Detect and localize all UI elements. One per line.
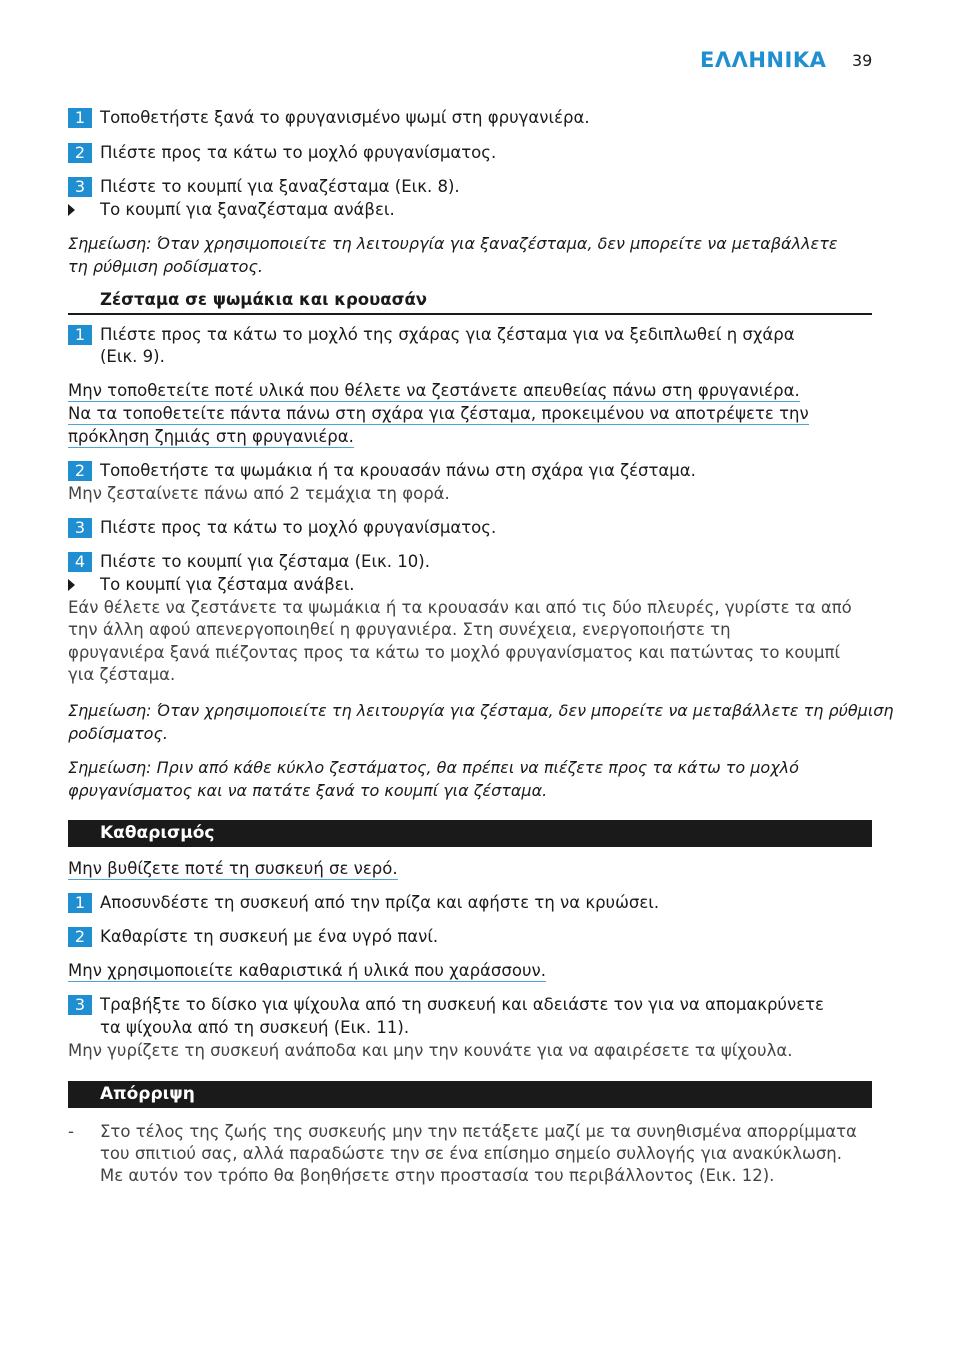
section-title: Ζέσταμα σε ψωμάκια και κρουασάν <box>100 290 428 309</box>
step-number: 3 <box>68 995 92 1015</box>
note-line: Σημείωση: Πριν από κάθε κύκλο ζεστάματος, θα πρέπει να πιέζετε προς τα κάτω το μοχλό <box>68 758 799 777</box>
step-number: 3 <box>68 518 92 538</box>
step-text: Πιέστε προς τα κάτω το μοχλό φρυγανίσματος. <box>100 143 497 162</box>
note-line: Σημείωση: Όταν χρησιμοποιείτε τη λειτουργία για ξαναζέσταμα, δεν μπορείτε να μεταβάλλετε <box>68 234 838 253</box>
step-number: 2 <box>68 461 92 481</box>
note-line: Σημείωση: Όταν χρησιμοποιείτε τη λειτουργία για ζέσταμα, δεν μπορείτε να μεταβάλλετε τη ρύθμιση <box>68 701 894 720</box>
warning-line <box>68 380 800 402</box>
step-subtext: Μην γυρίζετε τη συσκευή ανάποδα και μην την κουνάτε για να αφαιρέσετε τα ψίχουλα. <box>68 1041 793 1060</box>
step-text: Πιέστε το κουμπί για ξαναζέσταμα (Εικ. 8). <box>100 177 460 196</box>
bullet-line: Στο τέλος της ζωής της συσκευής μην την πετάξετε μαζί με τα συνηθισμένα απορρίμματα <box>100 1122 857 1141</box>
step-number: 2 <box>68 143 92 163</box>
note-line: ροδίσματος. <box>68 724 168 743</box>
warning-text: πρόκληση ζημιάς στη φρυγανιέρα. <box>68 427 354 446</box>
step-number: 1 <box>68 108 92 128</box>
step-number: 1 <box>68 325 92 345</box>
page-header <box>0 0 954 80</box>
result-arrow-icon <box>68 204 75 216</box>
paragraph-line: την άλλη αφού απενεργοποιηθεί η φρυγανιέρα. Στη συνέχεια, ενεργοποιήστε τη <box>68 620 731 639</box>
result-arrow-icon <box>68 579 75 591</box>
section-heading-cleaning <box>68 820 872 847</box>
step-text: Πιέστε το κουμπί για ζέσταμα (Εικ. 10). <box>100 552 430 571</box>
step-text: τα ψίχουλα από τη συσκευή (Εικ. 11). <box>100 1018 410 1037</box>
paragraph-line: φρυγανιέρα ξανά πιέζοντας προς τα κάτω το μοχλό φρυγανίσματος και πατώντας το κουμπί <box>68 643 841 662</box>
bullet-line: Με αυτόν τον τρόπο θα βοηθήσετε στην προστασία του περιβάλλοντος (Εικ. 12). <box>100 1166 775 1185</box>
step-text: Τοποθετήστε τα ψωμάκια ή τα κρουασάν πάνω στη σχάρα για ζέσταμα. <box>100 461 696 480</box>
paragraph-line: Εάν θέλετε να ζεστάνετε τα ψωμάκια ή τα κρουασάν και από τις δύο πλευρές, γυρίστε τα από <box>68 598 852 617</box>
step-number: 3 <box>68 177 92 197</box>
warning-text: Μην βυθίζετε ποτέ τη συσκευή σε νερό. <box>68 859 398 878</box>
step-text: Πιέστε προς τα κάτω το μοχλό της σχάρας για ζέσταμα για να ξεδιπλωθεί η σχάρα <box>100 325 795 344</box>
section-heading-disposal <box>68 1081 872 1108</box>
page-number: 39 <box>852 51 873 70</box>
bullet-dash: - <box>68 1122 74 1141</box>
note-line: φρυγανίσματος και να πατάτε ξανά το κουμπί για ζέσταμα. <box>68 781 548 800</box>
result-text: Το κουμπί για ζέσταμα ανάβει. <box>100 575 355 594</box>
step-text: Πιέστε προς τα κάτω το μοχλό φρυγανίσματος. <box>100 518 497 537</box>
step-number: 4 <box>68 552 92 572</box>
step-subtext: Μην ζεσταίνετε πάνω από 2 τεμάχια τη φορά. <box>68 484 450 503</box>
step-text: Τραβήξτε το δίσκο για ψίχουλα από τη συσκευή και αδειάστε τον για να απομακρύνετε <box>100 995 824 1014</box>
warning-text: Μην χρησιμοποιείτε καθαριστικά ή υλικά που χαράσσουν. <box>68 961 546 980</box>
section-heading-warm <box>68 289 872 315</box>
warning-line <box>68 960 546 982</box>
warning-line <box>68 403 809 425</box>
bullet-line: του σπιτιού σας, αλλά παραδώστε την σε ένα επίσημο σημείο συλλογής για ανακύκλωση. <box>100 1144 842 1163</box>
step-number: 1 <box>68 893 92 913</box>
warning-text: Να τα τοποθετείτε πάντα πάνω στη σχάρα για ζέσταμα, προκειμένου να αποτρέψετε την <box>68 404 809 423</box>
paragraph-line: για ζέσταμα. <box>68 665 176 684</box>
note-line: τη ρύθμιση ροδίσματος. <box>68 257 263 276</box>
section-title: Απόρριψη <box>100 1084 195 1104</box>
warning-text: Μην τοποθετείτε ποτέ υλικά που θέλετε να ζεστάνετε απευθείας πάνω στη φρυγανιέρα. <box>68 381 800 400</box>
step-text: Τοποθετήστε ξανά το φρυγανισμένο ψωμί στη φρυγανιέρα. <box>100 108 590 127</box>
warning-line <box>68 426 354 448</box>
step-text: (Εικ. 9). <box>100 347 165 366</box>
warning-line <box>68 858 398 880</box>
step-number: 2 <box>68 927 92 947</box>
step-text: Καθαρίστε τη συσκευή με ένα υγρό πανί. <box>100 927 439 946</box>
step-text: Αποσυνδέστε τη συσκευή από την πρίζα και αφήστε τη να κρυώσει. <box>100 893 660 912</box>
section-title: Καθαρισμός <box>100 823 215 843</box>
result-text: Το κουμπί για ξαναζέσταμα ανάβει. <box>100 200 395 219</box>
language-label: ΕΛΛΗΝΙΚΑ <box>700 48 827 72</box>
